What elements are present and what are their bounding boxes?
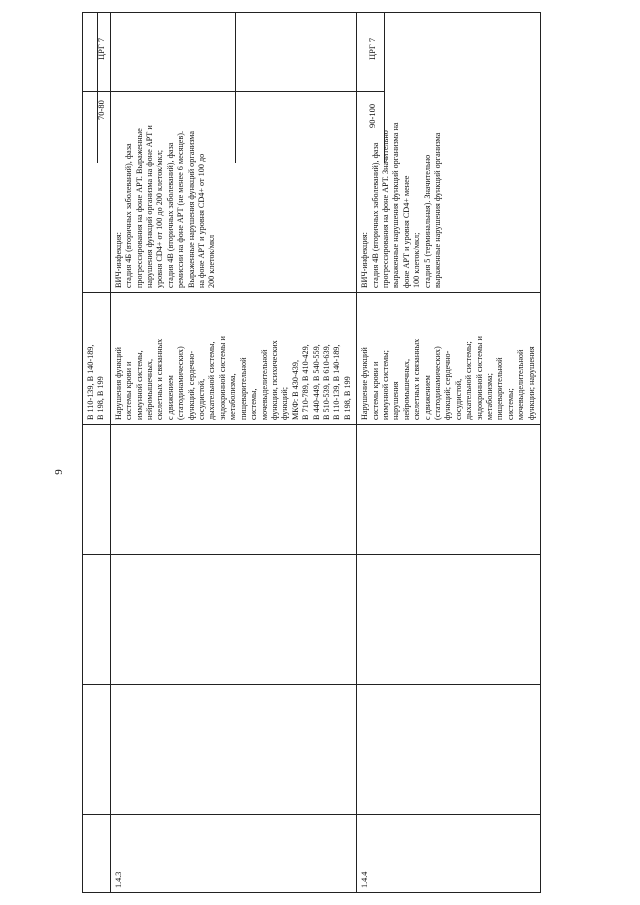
characteristic-line: ВИЧ-инфекция: [360, 232, 370, 288]
characteristic-line: ВИЧ-инфекция: [113, 232, 123, 288]
impairment-line: В 198, В 199 [342, 376, 352, 420]
impairment-line: В 110-139, В 140-189, [332, 344, 342, 420]
column-divider [83, 91, 384, 92]
row-divider [97, 13, 98, 163]
characteristic-line: выраженные нарушения функций организма на [391, 122, 401, 288]
cell-empty [83, 685, 111, 815]
impairment-line: системы крови и [370, 361, 380, 420]
cell-empty [110, 425, 356, 555]
impairment-line: иммунной системы, [134, 350, 144, 420]
impairment-line: мочевыделительной [259, 349, 269, 420]
impairments-cell [110, 293, 356, 425]
row-2-percent: 90-100 [367, 103, 377, 128]
impairment-line: МКФ: В 430-439, [290, 359, 300, 420]
row-number: 1.4.4 [357, 815, 541, 893]
impairment-line: иммунной системы; [380, 350, 390, 420]
impairment-line: В 710-789, В 410-429, [301, 344, 311, 420]
impairment-line: В 440-449, В 540-559, [311, 344, 321, 420]
characteristic-line: стадия 4Б (вторичных заболеваний), фаза [124, 143, 134, 288]
impairment-line: эндокринной системы и [217, 336, 227, 420]
page-number: 9 [53, 469, 65, 475]
cell-empty [83, 555, 111, 685]
impairment-line: пищеварительной [238, 357, 248, 420]
impairment-line: метаболизма; [485, 373, 495, 420]
impairment-line: системы; [505, 388, 515, 420]
row-1-group: ЦРГ 7 [96, 37, 106, 60]
impairment-line: Нарушение функций [360, 347, 370, 420]
impairment-line: мочевыделительной [516, 349, 526, 420]
characteristic-line: прогрессирования на фоне АРТ. Значительно [380, 130, 390, 288]
cell-empty [357, 425, 541, 555]
row-divider [235, 13, 236, 163]
impairment-line: функции, психических [269, 340, 279, 420]
impairment-line: с движением [165, 375, 175, 420]
cell-empty [357, 685, 541, 815]
impairment-line: дыхательной системы; [464, 341, 474, 420]
cell-empty [357, 555, 541, 685]
characteristic-line: на фоне АРТ и уровня CD4+ от 100 до [197, 153, 207, 288]
characteristic-line: ремиссии на фоне АРТ (не менее 6 месяцев). [176, 130, 186, 288]
continuation-line: В 198, В 199 [96, 376, 106, 420]
impairment-line: дыхательной системы, [207, 341, 217, 420]
cell-empty [110, 555, 356, 685]
characteristic-line: прогрессирования на фоне АРТ. Выраженные [134, 128, 144, 288]
impairment-line: Нарушения функций [113, 347, 123, 420]
impairment-line: нейромышечных, [401, 359, 411, 420]
impairment-line: функций; [280, 387, 290, 420]
characteristic-line: Выраженные нарушения функций организма [186, 131, 196, 288]
impairment-line: сосудистой, [197, 378, 207, 420]
impairment-line: функции; нарушения [526, 346, 536, 420]
impairment-line: пищеварительной [495, 357, 505, 420]
characteristic-line: стадия 4В (вторичных заболеваний), фаза [370, 142, 380, 288]
impairment-line: (статодинамических) [176, 346, 186, 420]
characteristic-line: 100 клеток/мкл; [412, 232, 422, 288]
impairment-line: скелетных и связанных [155, 338, 165, 420]
impairment-line: системы крови и [124, 361, 134, 420]
characteristic-line: стадия 4В (вторичных заболеваний), фаза [165, 142, 175, 288]
cell-empty [83, 815, 111, 893]
extra-columns-border [82, 12, 385, 163]
impairment-line: эндокринной системы и [474, 336, 484, 420]
row-number: 1.4.3 [110, 815, 356, 893]
impairment-line: В 510-539, В 610-639, [321, 344, 331, 420]
impairment-line: нейромышечных, [145, 359, 155, 420]
impairment-line: функций, сердечно- [186, 350, 196, 420]
row-2-group: ЦРГ 7 [367, 37, 377, 60]
characteristic-line: нарушения функций организма на фоне АРТ и [145, 125, 155, 288]
characteristic-line: фоне АРТ и уровня CD4+ менее [401, 175, 411, 288]
characteristic-line: выраженные нарушения функций организма [433, 132, 442, 288]
impairment-line: метаболизма, [228, 373, 238, 420]
cell-empty [110, 685, 356, 815]
impairment-line: (статодинамических) [433, 346, 442, 420]
cell-empty [83, 425, 111, 555]
impairment-line: функций; сердечно- [443, 350, 453, 420]
continuation-line: В 110-139, В 140-189, [86, 344, 95, 420]
impairments-cell [357, 293, 541, 425]
row-1-percent: 70-80 [96, 100, 106, 120]
characteristic-line: стадия 5 (терминальная). Значительно [422, 154, 432, 288]
characteristic-line: уровня CD4+ от 100 до 200 клеток/мкл; [155, 149, 165, 288]
cell-continuation-codes [83, 293, 111, 425]
impairment-line: нарушения [391, 381, 401, 420]
impairment-line: скелетных и связанных [412, 338, 422, 420]
characteristic-line: 200 клеток/мкл [207, 234, 217, 288]
impairment-line: системы, [249, 388, 259, 420]
impairment-line: с движением [422, 375, 432, 420]
impairment-line: сосудистой, [453, 378, 463, 420]
